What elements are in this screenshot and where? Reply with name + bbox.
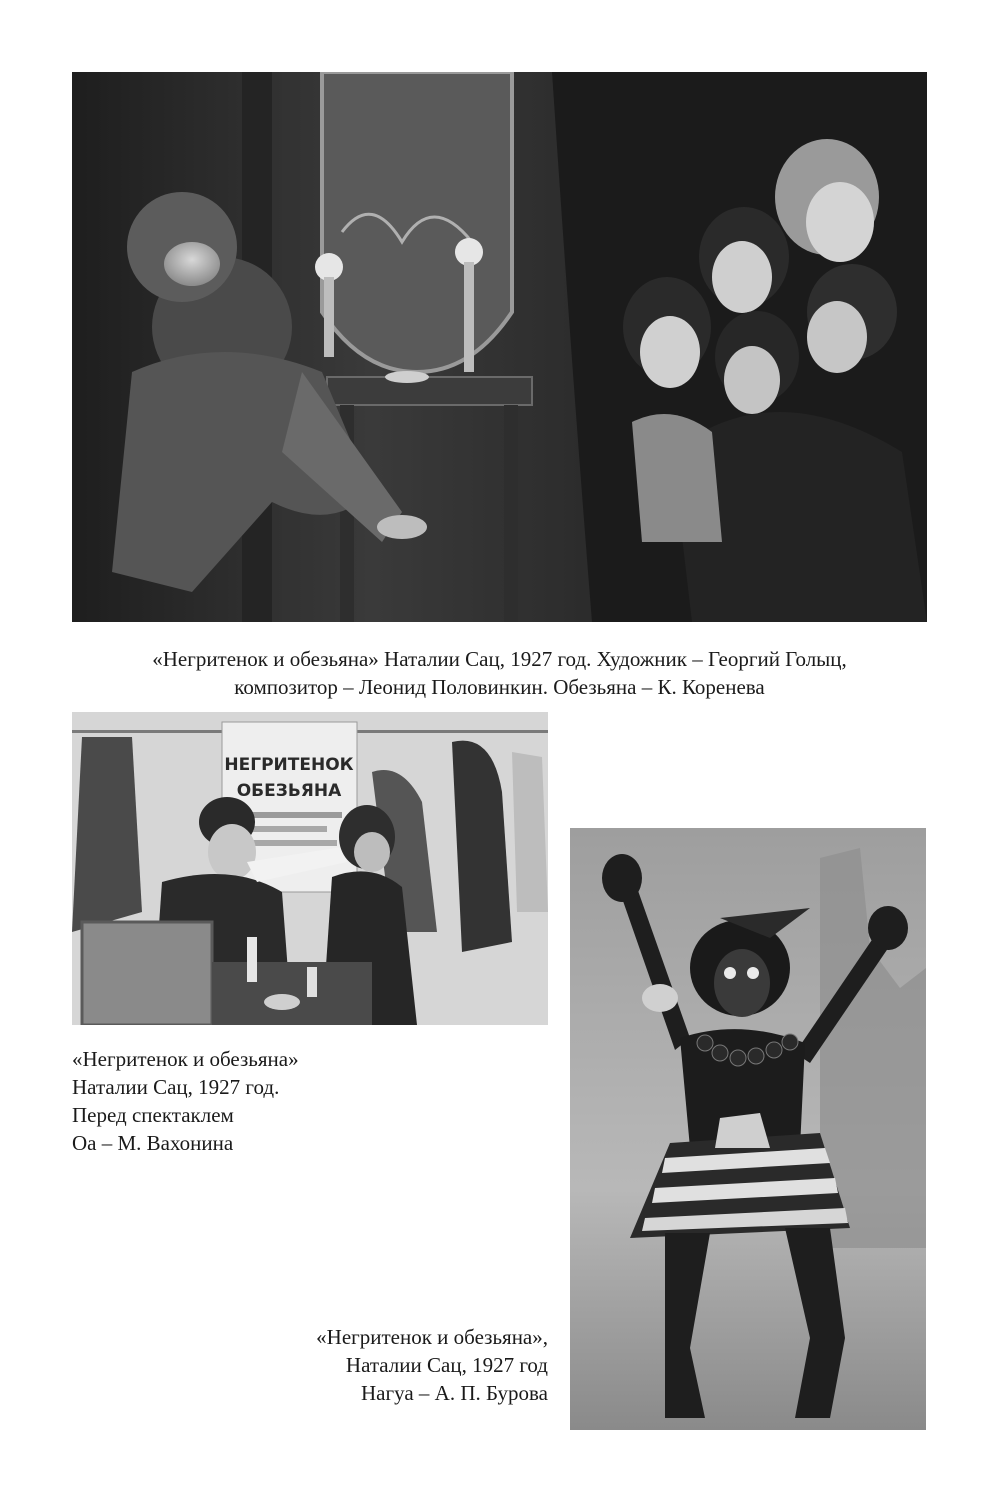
caption-line: Наталии Сац, 1927 год xyxy=(345,1353,548,1377)
poster-text: ОБЕЗЬЯНА xyxy=(236,781,342,801)
photo-before-performance xyxy=(72,712,548,1025)
caption-line: Нагуа – А. П. Бурова xyxy=(361,1381,548,1405)
caption-line: Перед спектаклем xyxy=(72,1103,234,1127)
caption-line: Оа – М. Вахонина xyxy=(72,1131,234,1155)
caption-line: «Негритенок и обезьяна» Наталии Сац, 1927 год. Художник – Георгий Голыц, xyxy=(152,647,847,671)
caption-line: «Негритенок и обезьяна», xyxy=(316,1325,548,1349)
photo-monkey-and-children xyxy=(72,72,927,622)
poster-text: НЕГРИТЕНОК xyxy=(224,755,354,775)
photo-nagua-dancer xyxy=(570,828,926,1430)
caption-line: «Негритенок и обезьяна» xyxy=(72,1047,299,1071)
caption-line: Наталии Сац, 1927 год. xyxy=(72,1075,280,1099)
caption-photo-2 xyxy=(72,1045,492,1157)
caption-photo-3 xyxy=(200,1323,548,1407)
caption-photo-1 xyxy=(72,645,927,701)
caption-line: композитор – Леонид Половинкин. Обезьяна – К. Коренева xyxy=(234,675,765,699)
